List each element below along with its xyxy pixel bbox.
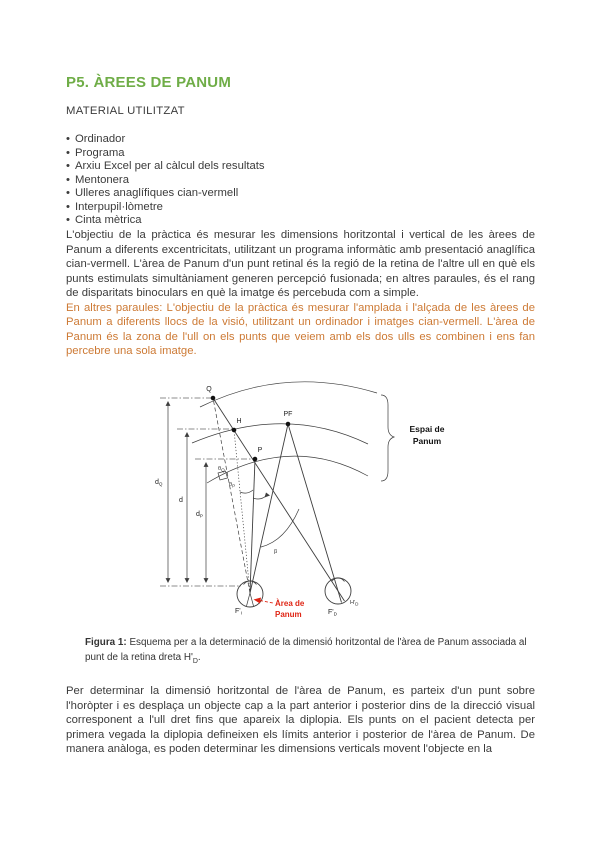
angle-square-mark: [218, 471, 228, 480]
left-retina-wedge: [250, 593, 254, 606]
bullet-icon: •: [66, 214, 70, 226]
distance-dp-label: $d_P$: [196, 511, 203, 519]
materials-list: [66, 133, 265, 228]
bullet-icon: •: [66, 160, 70, 172]
angle-beta-arc: [261, 509, 299, 547]
distance-d-label: d: [179, 497, 183, 504]
caption-text: Esquema per a la determinació de la dimensió horitzontal de l'àrea de Panum associada al punt de la retina dreta H': [85, 637, 527, 663]
point-p: [253, 457, 258, 462]
angle-arc: [240, 490, 253, 493]
bullet-icon: •: [66, 133, 70, 145]
espai-de-panum-label: Panum: [412, 436, 442, 446]
left-retina-wedge: [247, 593, 251, 606]
point-pf-label: PF: [283, 411, 293, 418]
intro-text-black: L'objectiu de la pràctica és mesurar les dimensions horitzontal i vertical de les àrees de Panum a diferents excentricitats, utilitzant un programa informàtic amb presentació anaglífica cian-vermell. L'àrea de Panum d'un punt retinal és la regió de la retina de l'altre ull en què els punts estimulats simultàniament generen percepció fusionada; en altres paraules, és el rang de disparitats binoculars en què la imatge és percebuda com a simple.: [66, 229, 535, 300]
bullet-icon: •: [66, 187, 70, 199]
panum-figure: [115, 371, 535, 633]
material-item: • Ordinador: [66, 133, 126, 145]
angle-arc-arrowhead: [265, 493, 271, 498]
material-item: • Ulleres anaglífiques cian-vermell: [66, 187, 239, 199]
horopter-arc: [192, 424, 368, 444]
page-title: P5. ÀREES DE PANUM: [66, 74, 232, 91]
figure-caption: [85, 636, 534, 669]
area-panum-arrow-line: [260, 601, 273, 604]
material-item: • Arxiu Excel per al càlcul dels resultats: [66, 160, 265, 172]
point-q-label: Q: [206, 386, 212, 393]
h-prime-d-label: $H'_D$: [350, 600, 359, 607]
caption-label: Figura 1:: [85, 637, 127, 648]
espai-de-panum-label: Espai de: [409, 424, 445, 434]
angle-beta-label: β: [274, 549, 278, 555]
closing-paragraph: Per determinar la dimensió horitzontal de l'àrea de Panum, es parteix d'un punt sobre l'horòpter i es desplaça un objecte cap a la part anterior i posterior dins de la direcció visual corresponent a l'ull dret fins que apareix la diplopia. Els punts on el pacient detecta per primera vegada la diplopia defineixen els límits anterior i posterior de l'àrea de Panum. De manera anàloga, es poden determinar les dimensions verticals movent l'objecte en la: [66, 685, 535, 756]
bullet-icon: •: [66, 146, 70, 159]
point-h: [232, 428, 237, 433]
area-panum-label: Àrea de: [275, 599, 305, 608]
intro-paragraph: [66, 228, 535, 359]
area-panum-arrowhead: [254, 598, 262, 604]
point-pf: [286, 422, 291, 427]
area-panum-label: Panum: [275, 610, 302, 619]
material-item: • Mentonera: [66, 173, 129, 186]
material-item: • Cinta mètrica: [66, 214, 142, 226]
brace-icon: [381, 395, 394, 481]
left-eye-line-to-h: [234, 430, 250, 593]
material-item: • Programa: [66, 146, 125, 159]
right-fovea-label: $F'_D$: [328, 609, 337, 617]
caption-end: .: [197, 651, 201, 663]
point-p-label: P: [257, 447, 263, 454]
left-eye-line-to-pf: [250, 424, 288, 593]
right-eye-line-to-pf: [288, 424, 342, 603]
panum-outer-arc: [200, 382, 377, 407]
material-item: • Interpupil·lòmetre: [66, 200, 163, 213]
angle-theta-q-label: $\theta_Q$: [218, 466, 225, 473]
left-fovea-label: $F'_I$: [235, 608, 242, 616]
point-q: [211, 396, 216, 401]
bullet-icon: •: [66, 173, 70, 186]
angle-theta-p-label: $\theta_P$: [229, 482, 236, 489]
point-h-label: H: [236, 418, 242, 425]
bullet-icon: •: [66, 200, 70, 213]
distance-dq-label: $d_Q$: [155, 479, 163, 487]
materials-heading: MATERIAL UTILITZAT: [66, 105, 185, 117]
panum-inner-arc: [207, 456, 368, 483]
caption-subscript: D: [192, 657, 198, 665]
intro-text-highlighted: En altres paraules: L'objectiu de la pràctica és mesurar l'amplada i l'alçada de les àrees de Panum a diferents llocs de la visió, utilitzant un ordinador i imatges cian-vermell. L'àrea de Panum és la zona de l'ull on els punts que veiem amb els dos ulls es combinen i ens fan percebre una sola imatge.: [66, 301, 535, 358]
